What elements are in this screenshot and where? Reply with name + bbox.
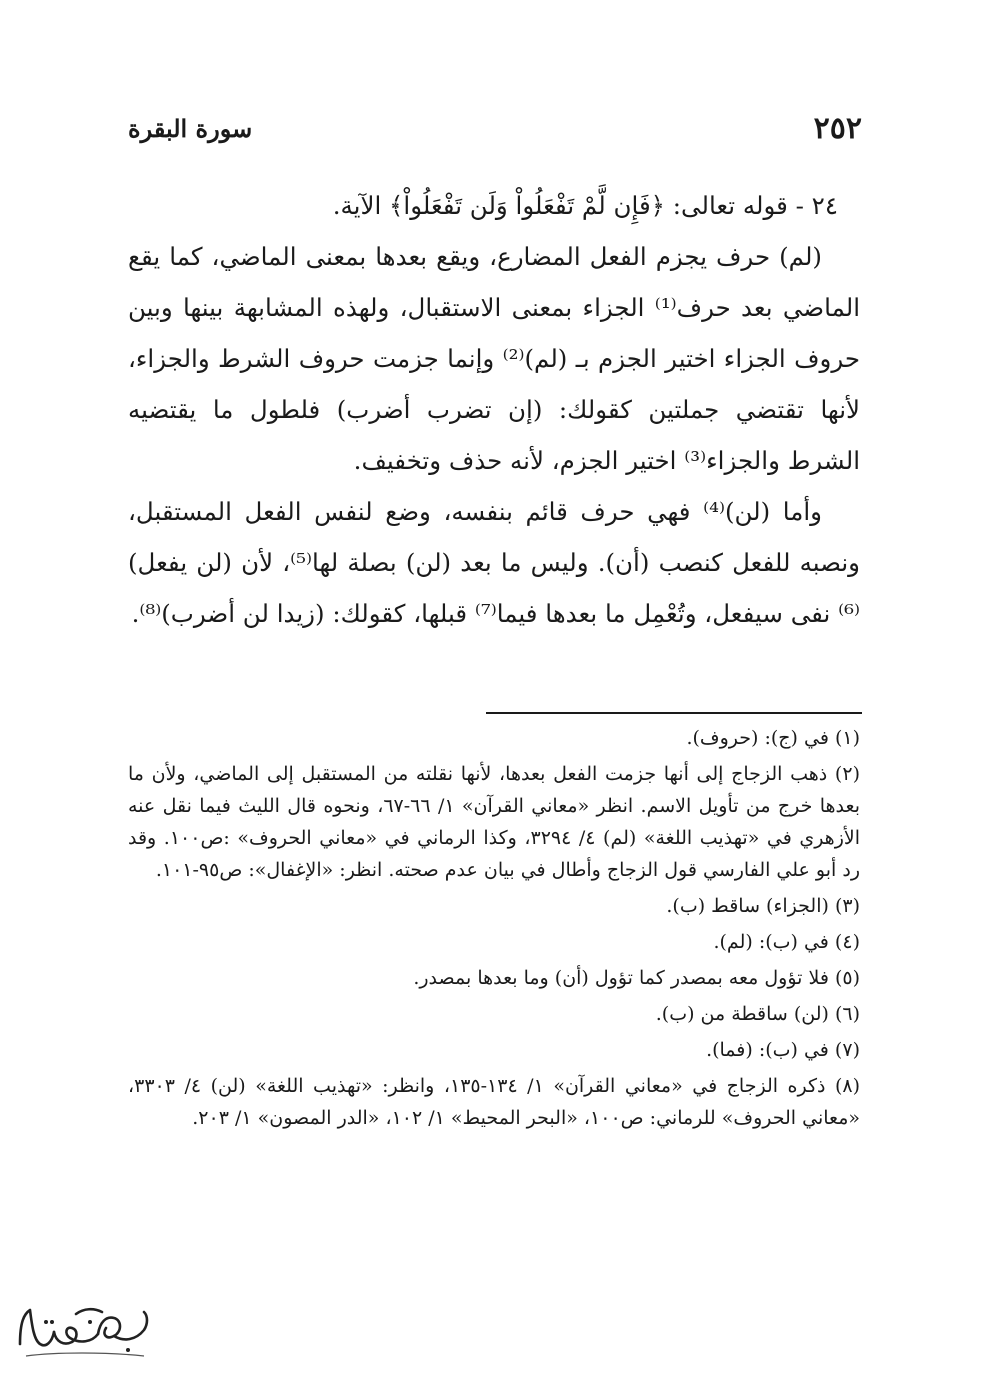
surah-title: سورة البقرة [128,113,253,143]
footnote-5: (٥) فلا تؤول معه بمصدر كما تؤول (أن) وما بعدها بمصدر. [413,967,860,989]
publisher-stamp-logo [6,1292,158,1364]
footnote-4: (٤) في (ب): (لم). [713,931,860,953]
paragraph-lam: (لم) حرف يجزم الفعل المضارع، ويقع بعدها بمعنى الماضي، كما يقع الماضي بعد حرف⁽¹⁾ الجزاء بمعنى الاستقبال، ولهذه المشابهة بينها وبين حروف الجزاء اختير الجزم بـ (لم)⁽²⁾ وإنما جزمت حروف الشرط والجزاء، لأنها تقتضي جملتين كقولك: (إن تضرب أضرب) فلطول ما يقتضيه الشرط والجزاء⁽³⁾ اختير الجزم، لأنه حذف وتخفيف. [128,242,860,475]
running-head [128,108,862,148]
main-text [128,180,860,639]
footnote-6: (٦) (لن) ساقطة من (ب). [655,1003,860,1025]
footnote-3: (٣) (الجزاء) ساقط (ب). [666,895,860,917]
footnote-8: (٨) ذكره الزجاج في «معاني القرآن» ١/ ١٣٤-١٣٥، وانظر: «تهذيب اللغة» (لن) ٤/ ٣٣٠٣، «معاني الحروف» للرماني: ص١٠٠، «البحر المحيط» ١/ ١٠٢، «الدر المصون» ١/ ٢٠٣. [128,1075,861,1129]
footnote-7: (٧) في (ب): (فما). [706,1039,860,1061]
paragraph-lan: وأما (لن)⁽⁴⁾ فهي حرف قائم بنفسه، وضع لنفس الفعل المستقبل، ونصبه للفعل كنصب (أن). وليس ما بعد (لن) بصلة لها⁽⁵⁾، لأن (لن يفعل)⁽⁶⁾ نفى سيفعل، وتُعْمِل ما بعدها فيما⁽⁷⁾ قبلها، كقولك: (زيدا لن أضرب)⁽⁸⁾. [128,497,860,628]
footnote-1: (١) في (ج): (حروف). [686,727,860,749]
footnote-2: (٢) ذهب الزجاج إلى أنها جزمت الفعل بعدها، لأنها نقلته من المستقبل إلى الماضي، ولأن ما بعدها خرج من تأويل الاسم. انظر «معاني القرآن» ١/ ٦٦-٦٧، ونحوه قال الليث فيما نقل عنه الأزهري في «تهذيب اللغة» (لم) ٤/ ٣٢٩٤، وكذا الرماني في «معاني الحروف» :ص١٠٠. وقد رد أبو علي الفارسي قول الزجاج وأطال في بيان عدم صحته. انظر: «الإغفال»: ص٩٥-١٠١. [128,763,860,881]
footnotes [128,722,860,1138]
footnote-separator [486,712,862,714]
page-number: ٢٥٢ [813,110,862,146]
verse-heading: ٢٤ - قوله تعالى: ﴿فَإِن لَّمْ تَفْعَلُواْ وَلَن تَفْعَلُواْ﴾ الآية. [332,191,838,220]
